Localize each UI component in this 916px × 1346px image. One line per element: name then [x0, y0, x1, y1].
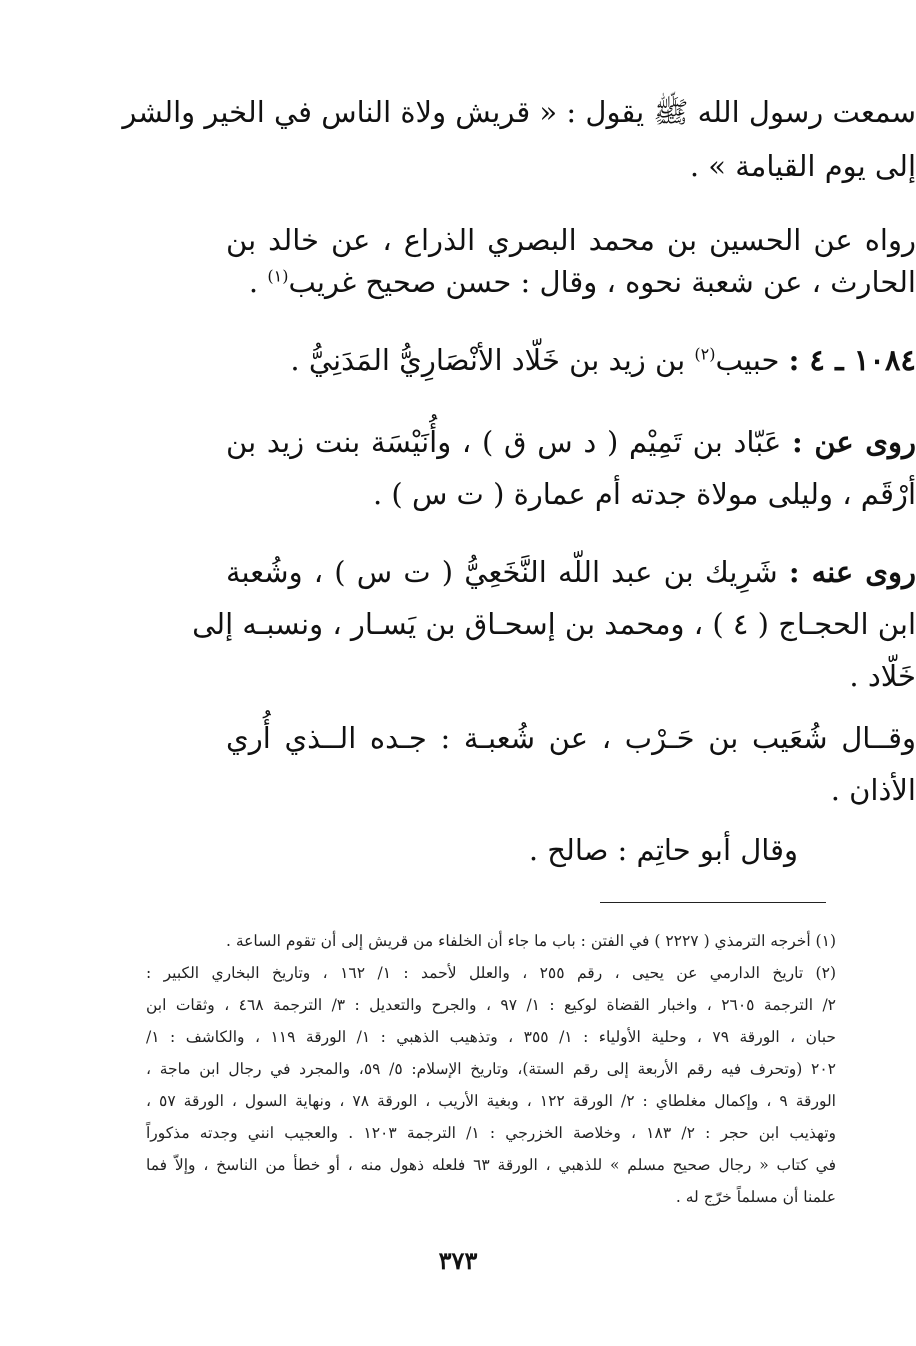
footnote-2-line: الورقة ٩ ، وإكمال مغلطاي : ٢/ الورقة ١٢٢ ، وبغية الأريب ، الورقة ٧٨ ، ونهاية السول ، الورقة ٥٧ ،: [146, 1092, 836, 1110]
footnote-1: (١) أخرجه الترمذي ( ٢٢٢٧ ) في الفتن : باب ما جاء أن الخلفاء من قريش إلى أن تقوم الساعة .: [226, 932, 836, 950]
entry-name: حبيب: [715, 343, 789, 377]
narration-text: الحارث ، عن شعبة نحوه ، وقال : حسن صحيح غريب: [288, 265, 916, 299]
narrated-from-line: [226, 422, 916, 462]
statement-line: وقــال شُعَيب بن حَـرْب ، عن شُعبـة : جـده الــذي أُري: [226, 721, 916, 755]
narration-line: رواه عن الحسين بن محمد البصري الذراع ، عن خالد بن: [226, 223, 916, 257]
narrated-by-line: خَلّاد .: [849, 659, 916, 693]
narrated-from-label: روى عن :: [792, 425, 916, 459]
narrated-by-line: ابن الحجـاج ( ٤ ) ، ومحمد بن إسحـاق بن يَسـار ، ونسبـه إلى: [192, 607, 916, 641]
narrated-by-line: [226, 552, 916, 592]
footnote-ref-2: (٢): [694, 344, 716, 364]
footnote-2-line: وتهذيب ابن حجر : ٢/ ١٨٣ ، وخلاصة الخزرجي : ١/ الترجمة ١٢٠٣ . والعجيب انني وجدته مذكوراً: [146, 1124, 836, 1142]
footnote-2-line: في كتاب « رجال صحيح مسلم » للذهبي ، الورقة ٦٣ فلعله ذهول منه ، أو خطأ من الناسخ ، وإلاّ فما: [146, 1156, 837, 1174]
footnote-2-line: ٢٠٢ (وتحرف فيه رقم الأربعة إلى رقم الستة)، وتاريخ الإسلام: ٥/ ٥٩، والمجرد في رجال ابن ماجة ،: [146, 1060, 837, 1078]
footnote-2-line: حبان ، الورقة ٧٩ ، وحلية الأولياء : ١/ ٣٥٥ ، وتذهيب الذهبي : ١/ الورقة ١١٩ ، والكاشف : ١/: [146, 1028, 837, 1046]
narrated-from-line: أرْقَم ، وليلى مولاة جدته أم عمارة ( ت س ) .: [372, 477, 916, 511]
entry-heading: [226, 340, 916, 380]
narrated-from-text: عَبّاد بن تَمِيْم ( د س ق ) ، وأُنَيْسَة بنت زيد بن: [226, 425, 793, 459]
footnote-ref-1: (١): [267, 266, 289, 286]
narrated-by-text: شَرِيك بن عبد اللّه النَّخَعِيُّ ( ت س ) ، وشُعبة: [226, 555, 789, 589]
statement-line: الأذان .: [830, 773, 916, 807]
footnote-divider: [600, 902, 826, 903]
narrated-by-label: روى عنه :: [788, 555, 916, 589]
entry-name-rest: بن زيد بن خَلّاد الأنْصَارِيُّ المَدَنِيُّ .: [290, 343, 695, 377]
narration-text-end: .: [248, 265, 268, 299]
footnote-2-line: (٢) تاريخ الدارمي عن يحيى ، رقم ٢٥٥ ، والعلل لأحمد : ١/ ١٦٢ ، وتاريخ البخاري الكبير :: [146, 964, 836, 982]
page-number: ٣٧٣: [438, 1246, 478, 1275]
footnote-2-line: علمنا أن مسلماً خرّج له .: [675, 1188, 836, 1206]
footnote-2-line: ٢/ الترجمة ٢٦٠٥ ، واخبار القضاة لوكيع : ١/ ٩٧ ، والجرح والتعديل : ٣/ الترجمة ٤٦٨ ، وثقات ابن: [146, 996, 836, 1014]
statement-line: وقال أبو حاتِم : صالح .: [528, 833, 798, 867]
narration-line: [226, 262, 916, 302]
hadith-text-line: إلى يوم القيامة » .: [689, 149, 916, 183]
entry-number: ١٠٨٤ ـ ٤ :: [788, 343, 916, 377]
hadith-text-line: سمعت رسول الله ﷺ يقول : « قريش ولاة الناس في الخير والشر: [122, 95, 916, 129]
